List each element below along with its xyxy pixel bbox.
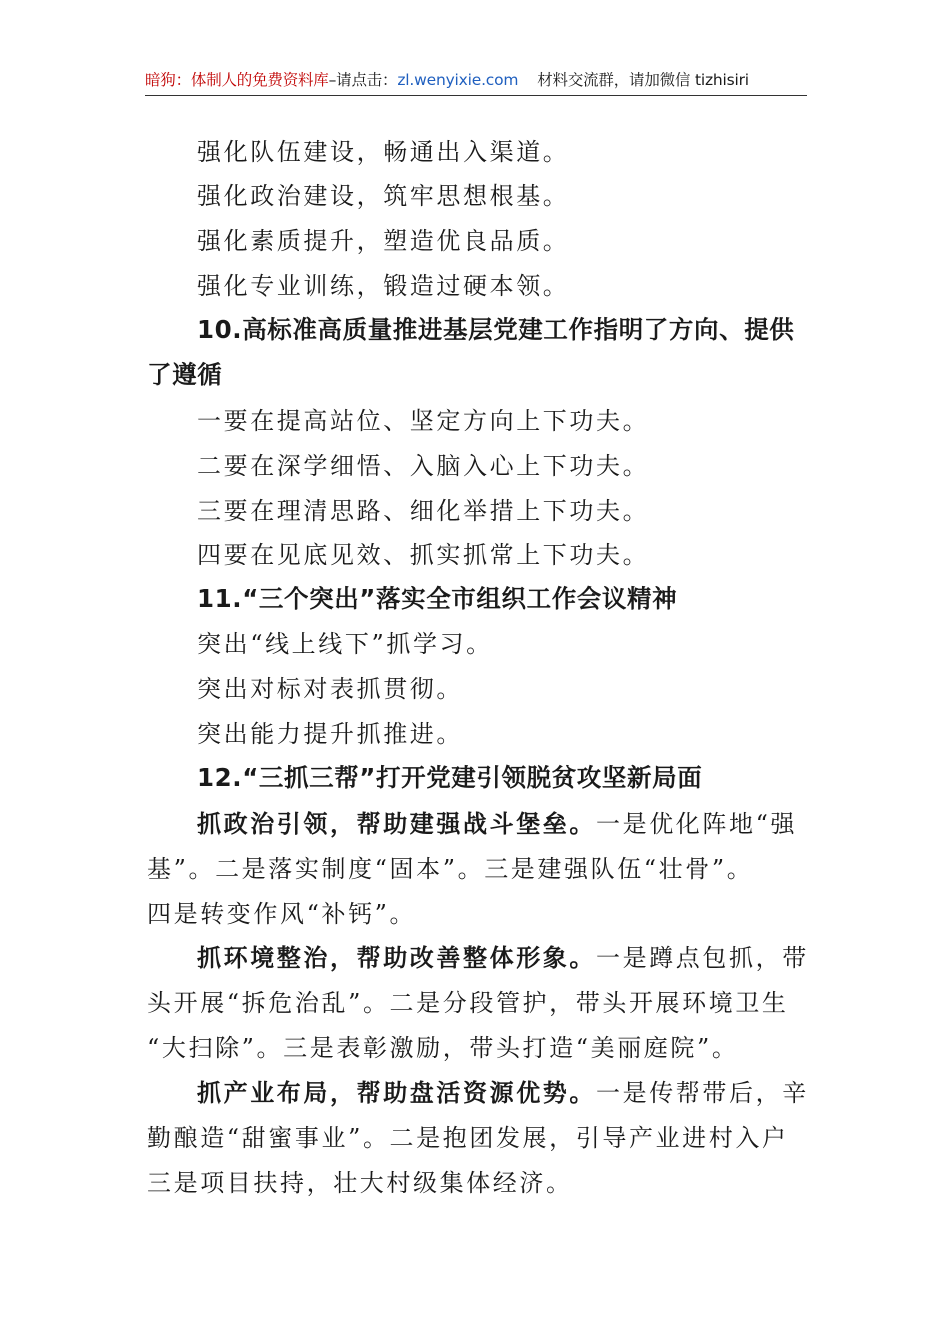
sec12-title: 12.“三抓三帮”打开党建引领脱贫攻坚新局面 (197, 763, 703, 792)
sec12-p1-lead: 抓政治引领，帮助建强战斗堡垒。 (197, 809, 596, 838)
sec12-p1-line3: 四是转变作风“补钙”。 (147, 900, 417, 928)
sec11-item-2: 突出对标对表抓贯彻。 (197, 675, 463, 703)
sec12-p3-line2: 勤酿造“甜蜜事业”。二是抱团发展，引导产业进村入户 (147, 1124, 789, 1152)
header-brand: 暗狗：体制人的免费资料库 (145, 71, 329, 89)
sec10-item-3: 三要在理清思路、细化举措上下功夫。 (197, 497, 650, 525)
sec9-item-2: 强化政治建设，筑牢思想根基。 (197, 182, 570, 210)
sec9-item-1: 强化队伍建设，畅通出入渠道。 (197, 138, 570, 166)
sec11-item-1: 突出“线上线下”抓学习。 (197, 630, 493, 658)
header-divider (145, 95, 807, 96)
sec9-item-3: 强化素质提升，塑造优良品质。 (197, 227, 570, 255)
header-link[interactable]: zl.wenyixie.com (397, 71, 519, 89)
page-header (145, 68, 807, 94)
sec12-p1-line2: 基”。二是落实制度“固本”。三是建强队伍“壮骨”。 (147, 855, 754, 883)
sec10-item-2: 二要在深学细悟、入脑入心上下功夫。 (197, 452, 650, 480)
sec12-p3-line1 (197, 1073, 809, 1108)
sec12-p2-line3: “大扫除”。三是表彰激励，带头打造“美丽庭院”。 (147, 1034, 739, 1062)
sec10-title-line1: 10.高标准高质量推进基层党建工作指明了方向、提供 (197, 315, 795, 344)
sec12-p1-line1 (197, 804, 797, 839)
sec12-p2-line1 (197, 938, 809, 973)
sec9-item-4: 强化专业训练，锻造过硬本领。 (197, 272, 570, 300)
sec12-p2-lead: 抓环境整治，帮助改善整体形象。 (197, 943, 596, 972)
sec12-p3-text: 一是传帮带后，辛 (596, 1079, 809, 1107)
sec10-item-1: 一要在提高站位、坚定方向上下功夫。 (197, 407, 650, 435)
sec11-item-3: 突出能力提升抓推进。 (197, 720, 463, 748)
sec11-title: 11.“三个突出”落实全市组织工作会议精神 (197, 584, 678, 613)
sec12-p2-text: 一是蹲点包抓，带 (596, 944, 809, 972)
header-wechat: 材料交流群，请加微信 tizhisiri (537, 71, 749, 89)
sec12-p1-text: 一是优化阵地“强 (596, 810, 798, 838)
sec12-p2-line2: 头开展“拆危治乱”。二是分段管护，带头开展环境卫生 (147, 989, 789, 1017)
sec10-item-4: 四要在见底见效、抓实抓常上下功夫。 (197, 541, 650, 569)
sec10-title-line2: 了遵循 (147, 360, 223, 389)
header-prompt: –请点击： (328, 71, 398, 89)
sec12-p3-line3: 三是项目扶持，壮大村级集体经济。 (147, 1169, 573, 1197)
sec12-p3-lead: 抓产业布局，帮助盘活资源优势。 (197, 1078, 596, 1107)
